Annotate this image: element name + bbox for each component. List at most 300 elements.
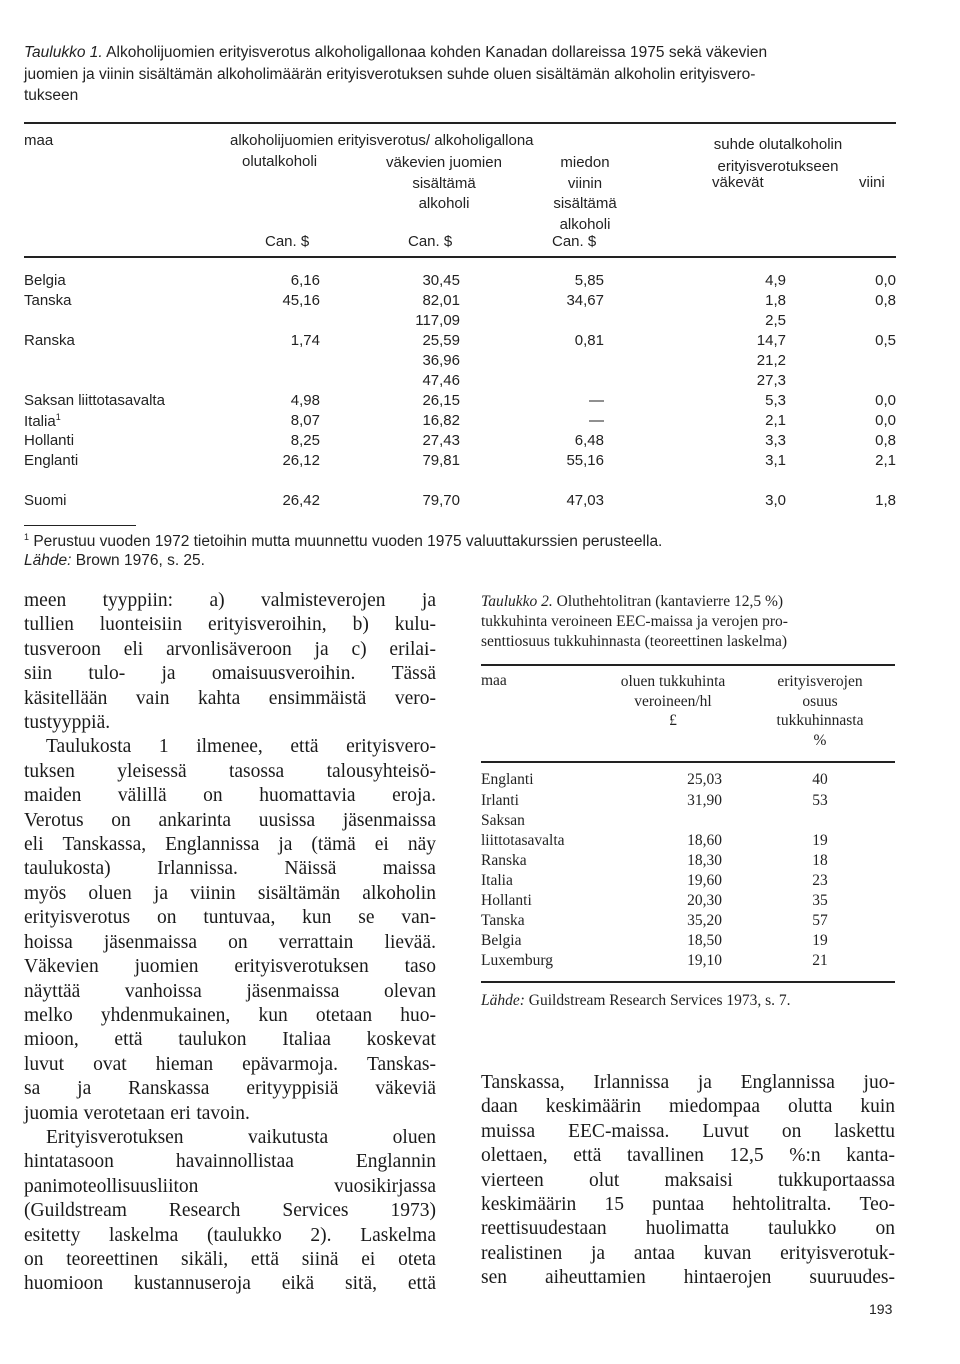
body-text-line <box>24 1126 436 1150</box>
word: kun <box>258 1004 288 1026</box>
word: ja <box>590 1242 606 1264</box>
table2-bottom-rule <box>481 981 895 983</box>
word: on <box>228 931 248 953</box>
table1-viini: 0,0 <box>875 412 896 429</box>
table2-caption-label: Taulukko 2. <box>481 593 553 610</box>
word: jäsenmaissa <box>103 931 197 953</box>
table1-header-viini: viini <box>859 174 885 191</box>
body-text-line <box>24 857 436 881</box>
table1-spirits: 79,81 <box>422 452 460 469</box>
word: hoissa <box>24 931 73 953</box>
word: a) <box>209 590 225 611</box>
body-text-line <box>481 1242 895 1266</box>
word: Tanskas- <box>366 1053 436 1075</box>
word: (taulukko <box>206 1224 282 1246</box>
word: keskimäärin <box>545 1096 642 1118</box>
table1-strong: 3,3 <box>765 432 786 449</box>
word: käsitellään <box>24 687 108 709</box>
word: Verotus <box>24 809 84 831</box>
table1-strong: 14,7 <box>756 332 786 349</box>
word: keskimäärin <box>481 1194 577 1216</box>
word: taulukon <box>178 1029 247 1051</box>
word: tavoin. <box>196 1102 250 1124</box>
word: huolimatta <box>645 1218 730 1240</box>
word: oluen <box>392 1126 436 1148</box>
word: kahta <box>198 687 241 709</box>
word: 12,5 <box>729 1145 764 1167</box>
footnote-text: Perustuu vuoden 1972 tietoihin mutta muunnettu vuoden 1975 valuuttakurssien perusteella. <box>33 533 663 551</box>
left-column-text <box>24 589 436 1297</box>
table1-header-group1: alkoholijuomien erityisverotus/ alkoholigallona <box>230 132 534 149</box>
word: että <box>290 736 319 758</box>
word: vero- <box>394 687 436 709</box>
word: yleisessä <box>117 760 187 782</box>
word: maksaisi <box>664 1169 733 1191</box>
word: erityisverotuksen <box>234 956 369 978</box>
body-text-line <box>24 1199 436 1223</box>
table1-header-spirits <box>370 153 518 215</box>
header-line: veroineen/hl <box>634 692 712 710</box>
body-text-line <box>24 955 436 979</box>
word: koskevat <box>366 1029 436 1051</box>
word: ja <box>314 638 329 660</box>
word: eroja. <box>392 785 436 807</box>
word: siin <box>24 663 53 685</box>
word: ankarinta <box>158 809 232 831</box>
word: kanta- <box>846 1145 895 1167</box>
table2-country: Hollanti <box>481 892 532 909</box>
body-text-line <box>24 1004 436 1028</box>
word: tustyyppiä. <box>24 712 111 734</box>
source-label: Lähde: <box>24 552 72 569</box>
table1-header-group2 <box>690 134 866 178</box>
table1-header-currency: Can. $ <box>265 233 310 250</box>
table1-beer: 45,16 <box>282 292 320 309</box>
table1-country: Englanti <box>24 452 79 469</box>
table1-spirits: 79,70 <box>422 492 460 509</box>
word: Näissä <box>284 858 337 880</box>
table2-price: 19,60 <box>687 872 722 889</box>
table1-viini: 0,8 <box>875 292 896 309</box>
table1-beer: 26,12 <box>282 452 320 469</box>
word: melko <box>24 1004 73 1026</box>
word: on <box>156 907 177 929</box>
word: daan <box>481 1096 518 1118</box>
table2-header-price <box>592 672 754 731</box>
table1-spirits: 27,43 <box>422 432 460 449</box>
word: reettisuudestaan <box>481 1218 607 1240</box>
table2-share: 18 <box>812 852 828 869</box>
header-line: suhde olutalkoholin <box>713 136 843 153</box>
table1-footnote <box>24 532 662 551</box>
word: Teo- <box>859 1194 895 1216</box>
word: vaikutusta <box>248 1126 329 1148</box>
word: kun <box>302 907 332 929</box>
word: huomioon <box>24 1273 104 1295</box>
table1-viini: 0,8 <box>875 432 896 449</box>
word: hehtolitralta. <box>732 1194 832 1216</box>
word: Taulukosta <box>46 736 132 758</box>
word: ovat <box>93 1053 127 1075</box>
table1-wine: 5,85 <box>574 272 604 289</box>
table2-caption <box>481 592 897 652</box>
body-text-line <box>24 1053 436 1077</box>
word: verrattain <box>278 931 354 953</box>
word: eri <box>170 1102 191 1124</box>
body-text-line <box>481 1144 895 1168</box>
header-line: alkoholi <box>559 215 611 233</box>
word: tavallinen <box>626 1145 704 1167</box>
table1-viini: 0,5 <box>875 332 896 349</box>
body-text-line <box>481 1266 895 1290</box>
table2-price: 25,03 <box>687 771 722 788</box>
word: ei <box>361 1248 376 1270</box>
word: tukkuportaassa <box>778 1169 895 1191</box>
word: on <box>781 1120 802 1142</box>
header-line: % <box>813 731 827 749</box>
word: Irlannissa <box>593 1072 670 1093</box>
table1-beer: 26,42 <box>282 492 320 509</box>
word: juomia <box>24 1102 79 1124</box>
page-number: 193 <box>869 1301 893 1317</box>
table1-beer: 6,16 <box>290 272 320 289</box>
body-text-line <box>24 931 436 955</box>
table2-price: 31,90 <box>687 792 722 809</box>
header-line: alkoholi <box>418 195 470 212</box>
table1-wine: 0,81 <box>574 332 604 349</box>
word: erityyppisiä <box>246 1078 339 1100</box>
table2-country: Englanti <box>481 771 534 788</box>
word: ei <box>374 834 389 856</box>
word: Tässä <box>391 663 436 685</box>
word: olut <box>589 1169 620 1191</box>
body-text-line <box>24 1175 436 1199</box>
word: olutta <box>787 1096 833 1118</box>
word: 15 <box>604 1194 624 1216</box>
body-text-line <box>24 1248 436 1272</box>
table1-strong: 3,1 <box>765 452 786 469</box>
word: aiheuttamien <box>544 1267 646 1289</box>
word: huomattavia <box>259 785 356 807</box>
header-line: tukkuhinnasta <box>776 712 864 729</box>
word: Englannissa <box>165 834 260 856</box>
header-line: oluen tukkuhinta <box>620 673 726 690</box>
body-text-line <box>24 662 436 686</box>
table1 <box>0 0 960 530</box>
word: yhdenmukainen, <box>100 1004 231 1026</box>
word: juomien <box>134 956 199 978</box>
word: tullien <box>24 614 74 636</box>
body-text-line <box>24 589 436 613</box>
word: kuin <box>860 1096 895 1118</box>
table1-strong: 21,2 <box>756 352 786 369</box>
table2-country: Saksan <box>481 812 525 829</box>
table1-source <box>24 552 205 570</box>
word: antaa <box>633 1242 675 1264</box>
word: viinin <box>190 882 236 904</box>
word: että <box>407 1273 436 1295</box>
table1-strong: 2,5 <box>765 312 786 329</box>
word: huo- <box>400 1004 436 1026</box>
word: on <box>875 1218 895 1240</box>
header-line: erityisverojen <box>777 673 863 690</box>
word: epävarmoja. <box>242 1053 338 1075</box>
word: otetaan <box>315 1004 373 1026</box>
table2-share: 23 <box>812 872 828 889</box>
table1-viini: 2,1 <box>875 452 896 469</box>
table2-country: Irlanti <box>481 792 519 809</box>
word: realistinen <box>481 1242 563 1264</box>
word: ja <box>77 1078 92 1100</box>
word: c) <box>351 638 367 660</box>
body-text-line <box>481 1193 895 1217</box>
table1-caption-line: tukseen <box>24 87 79 104</box>
word: vain <box>135 687 170 709</box>
word: ja <box>278 834 293 856</box>
table1-country: Saksan liittotasavalta <box>24 392 165 409</box>
word: kulu- <box>394 614 436 636</box>
table1-strong: 2,1 <box>765 412 786 429</box>
body-text-line <box>24 1102 436 1126</box>
word: Tanskassa, <box>62 834 147 856</box>
table1-country: Hollanti <box>24 432 75 449</box>
word: erityisvero- <box>346 736 436 758</box>
table1-beer: 1,74 <box>290 332 320 349</box>
table1-wine: — <box>589 392 604 409</box>
word: tuntuvaa, <box>203 907 276 929</box>
table1-spirits: 82,01 <box>422 292 460 309</box>
word: jäsenmaissa <box>342 809 436 831</box>
body-text-line <box>481 1169 895 1193</box>
word: uusissa <box>258 809 316 831</box>
table2-share: 53 <box>812 792 828 809</box>
word: eikä <box>281 1273 315 1295</box>
table1-wine: 6,48 <box>574 432 604 449</box>
table2-header-share <box>748 672 892 750</box>
word: se <box>358 907 375 929</box>
table1-wine: 47,03 <box>566 492 604 509</box>
word: ja <box>421 590 436 611</box>
table1-header-currency: Can. $ <box>552 233 597 250</box>
word: taso <box>404 956 436 978</box>
word: Luvut <box>702 1120 749 1142</box>
word: olevan <box>384 980 436 1002</box>
table1-viini: 0,0 <box>875 272 896 289</box>
word: väkeviä <box>375 1078 436 1100</box>
table1-strong: 1,8 <box>765 292 786 309</box>
word: että <box>250 1248 279 1270</box>
word: Irlannissa. <box>157 858 238 880</box>
word: taulukko <box>768 1218 837 1240</box>
body-text-line <box>24 809 436 833</box>
table1-spirits: 47,46 <box>422 372 460 389</box>
body-text-line <box>24 906 436 930</box>
word: erityisveroihin, <box>208 614 327 636</box>
header-line: miedon <box>560 154 610 171</box>
table1-strong: 4,9 <box>765 272 786 289</box>
word: näy <box>407 834 436 856</box>
table1-caption-line: Alkoholijuomien erityisverotus alkoholigallonaa kohden Kanadan dollareissa 1975 sekä väkevien <box>106 44 768 61</box>
word: kuvan <box>703 1242 752 1264</box>
word: tasossa <box>228 760 285 782</box>
word: maissa <box>382 858 436 880</box>
word: sisältämän <box>257 882 341 904</box>
body-text-line <box>481 1071 895 1095</box>
table2-price: 18,50 <box>687 932 722 949</box>
table2-source <box>481 992 791 1010</box>
table2-price: 20,30 <box>687 892 722 909</box>
body-text-line <box>24 833 436 857</box>
table1-country: Tanska <box>24 292 72 309</box>
word: erilai- <box>389 638 436 660</box>
word: mioon, <box>24 1029 79 1051</box>
table1-wine: 55,16 <box>566 452 604 469</box>
table2-share: 35 <box>812 892 828 909</box>
word: Italiaa <box>282 1029 331 1051</box>
word: ja <box>697 1072 712 1093</box>
word: että <box>573 1145 602 1167</box>
word: jäsenmaissa <box>246 980 340 1002</box>
table2-top-rule <box>481 664 895 666</box>
word: on <box>24 1248 44 1270</box>
footnote-mark: 1 <box>24 532 30 542</box>
word: valmisteverojen <box>260 590 386 611</box>
word: on <box>203 785 223 807</box>
header-line: viinin <box>567 174 603 192</box>
word: hieman <box>155 1053 214 1075</box>
word: Services <box>282 1200 349 1222</box>
word: välillä <box>117 785 167 807</box>
right-column-text <box>481 1071 895 1291</box>
word: erityisverotus <box>24 907 131 929</box>
table1-country: Suomi <box>24 492 67 509</box>
word: ensimmäistä <box>268 687 367 709</box>
source-label: Lähde: <box>481 992 525 1009</box>
word: suuruudes- <box>809 1267 895 1289</box>
header-line: sisältämä <box>553 195 617 212</box>
body-text-line <box>24 1224 436 1248</box>
word: luonteisiin <box>99 614 183 636</box>
table2-header-maa: maa <box>481 672 507 689</box>
table1-top-rule <box>24 122 896 124</box>
table2-caption-line: Oluthehtolitran (kantavierre 12,5 %) <box>556 593 784 610</box>
word: vanhoissa <box>124 980 202 1002</box>
word: Ranskassa <box>128 1078 210 1100</box>
word: juo- <box>863 1072 895 1093</box>
country-name: Italia <box>24 413 56 430</box>
word: Erityisverotuksen <box>46 1126 184 1148</box>
word: sitä, <box>345 1273 378 1295</box>
table2-share: 19 <box>812 932 828 949</box>
word: Väkevien <box>24 956 99 978</box>
word: laskelma <box>109 1224 179 1246</box>
word: maiden <box>24 785 82 807</box>
header-line: £ <box>669 712 677 729</box>
table1-country <box>24 412 61 430</box>
word: sen <box>481 1267 507 1289</box>
table2-header-rule <box>481 761 895 763</box>
word: alkoholin <box>362 882 436 904</box>
word: teoreettinen <box>66 1248 159 1270</box>
word: tusveroon <box>24 638 101 660</box>
word: taulukosta) <box>24 858 111 880</box>
body-text-line <box>24 1272 436 1296</box>
body-text-line <box>24 1150 436 1174</box>
word: siinä <box>301 1248 339 1270</box>
word: (tämä <box>311 834 356 856</box>
table1-strong: 3,0 <box>765 492 786 509</box>
word: 1 <box>158 736 169 758</box>
word: talousyhteisö- <box>326 760 436 782</box>
table1-spirits: 36,96 <box>422 352 460 369</box>
word: b) <box>352 614 369 636</box>
table2-price: 35,20 <box>687 912 722 929</box>
source-text: Brown 1976, s. 25. <box>75 552 205 569</box>
table1-header-currency: Can. $ <box>408 233 453 250</box>
body-text-line <box>24 638 436 662</box>
table2-country: Tanska <box>481 912 525 929</box>
word: kustannuseroja <box>133 1273 251 1295</box>
table1-header-maa: maa <box>24 132 54 149</box>
source-text: Guildstream Research Services 1973, s. 7. <box>528 992 791 1009</box>
table2-price: 18,30 <box>687 852 722 869</box>
body-text-line <box>481 1120 895 1144</box>
table1-country: Belgia <box>24 272 66 289</box>
word: hintaerojen <box>683 1267 772 1289</box>
word: erityisverotuk- <box>780 1242 895 1264</box>
word: %:n <box>789 1145 821 1167</box>
word: myös <box>24 882 67 904</box>
body-text-line <box>481 1095 895 1119</box>
word: laskettu <box>834 1120 895 1142</box>
body-text-line <box>24 613 436 637</box>
table2-share: 40 <box>812 771 828 788</box>
table1-wine: 34,67 <box>566 292 604 309</box>
word: hintatasoon <box>24 1151 114 1173</box>
table2-country: Ranska <box>481 852 527 869</box>
header-line: osuus <box>802 692 838 710</box>
table1-header-beer: olutalkoholi <box>242 153 318 170</box>
table1-header-rule <box>24 256 896 258</box>
table1-header-wine <box>535 153 635 235</box>
word: Englannissa <box>740 1072 835 1093</box>
body-text-line <box>24 1028 436 1052</box>
table2-share: 57 <box>812 912 828 929</box>
header-line: sisältämä <box>412 174 476 192</box>
word: panimoteollisuusliiton <box>24 1175 199 1197</box>
table1-beer: 8,25 <box>290 432 320 449</box>
word: oteta <box>398 1248 436 1270</box>
table1-caption-label: Taulukko 1. <box>24 44 103 61</box>
word: vierteen <box>481 1169 544 1191</box>
body-text-line <box>481 1217 895 1241</box>
body-text-line <box>24 735 436 759</box>
word: puntaa <box>652 1194 705 1216</box>
word: Tanskassa, <box>481 1072 565 1093</box>
table1-header-strong: väkevät <box>712 174 764 191</box>
table1-country: Ranska <box>24 332 75 349</box>
word: (Guildstream <box>24 1200 127 1222</box>
footnote-mark: 1 <box>55 412 61 422</box>
word: 2). <box>310 1224 332 1246</box>
word: ilmenee, <box>196 736 263 758</box>
word: luvut <box>24 1053 65 1075</box>
word: tyyppiin: <box>102 590 174 611</box>
table1-beer: 8,07 <box>290 412 320 429</box>
word: meen <box>24 590 67 611</box>
word: van- <box>401 907 436 929</box>
word: Laskelma <box>360 1224 436 1246</box>
